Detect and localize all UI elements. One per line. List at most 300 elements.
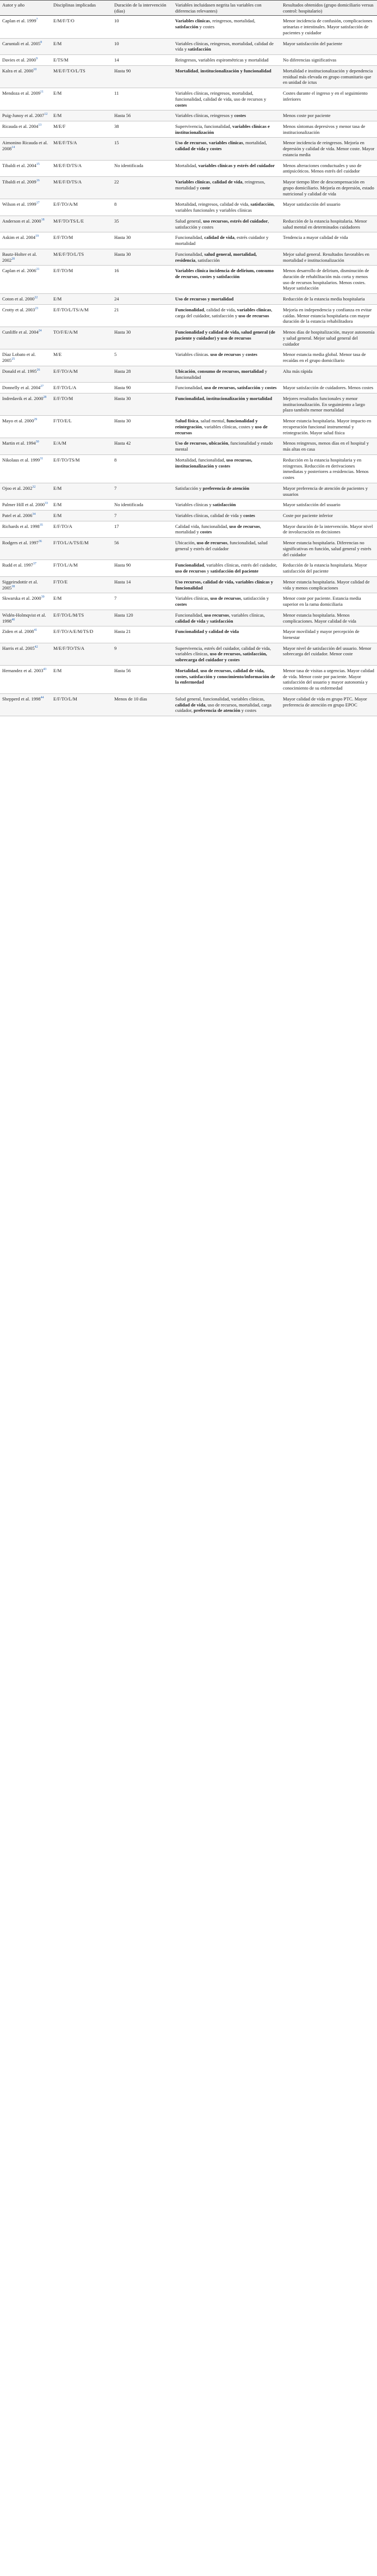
cell-duration: 8 [112,199,173,216]
author-text: Siggeirsdottir et al. 2005 [2,579,38,591]
cell-variables: Ubicación, uso de recursos, funcionalidad, salud general y estrés del cuidador [173,538,281,560]
cell-author [0,610,51,626]
cell-results: Mayor movilidad y mayor percepción de bienestar [281,626,377,643]
reference-link[interactable]: 39 [41,595,45,599]
table-row [0,593,377,610]
author-text: Wilson et al. 1999 [2,201,36,207]
cell-variables: Funcionalidad, calidad de vida, estrés cuidador y mortalidad [173,232,281,249]
cell-variables: Salud general, funcionalidad, variables clínicas, calidad de vida, uso de recursos, mortalidad, carga cuidador, preferencia de atención y costes [173,693,281,716]
cell-duration: 14 [112,55,173,66]
cell-duration: 10 [112,16,173,38]
author-text: Martin et al. 1994 [2,440,36,446]
cell-disciplines: E/M [51,500,112,511]
reference-link[interactable]: 12 [44,113,48,116]
cell-results: Reducción en la estancia hospitalaria y en reingresos. Reducción en derivaciones inmediatas y posteriores a residencias. Menos costes [281,454,377,483]
header-disciplines: Disciplinas implicadas [51,1,112,16]
cell-variables: Mortalidad, institucionalización y funcionalidad [173,65,281,88]
author-text: Tibaldi et al. 2009 [2,179,36,185]
cell-author [0,232,51,249]
cell-author [0,121,51,138]
table-row [0,665,377,693]
cell-author [0,593,51,610]
cell-variables: Supervivencia, funcionalidad, variables clínicas e institucionalización [173,121,281,138]
cell-duration: Hasta 14 [112,576,173,593]
reference-link[interactable]: 15 [36,162,40,166]
reference-link[interactable]: 26 [36,368,40,372]
reference-link[interactable]: 13 [38,124,42,127]
reference-link[interactable]: 9 [36,57,38,61]
cell-duration: 5 [112,349,173,366]
cell-duration: 7 [112,593,173,610]
author-text: Puig-Junoy et al. 2007 [2,113,45,119]
cell-variables: Variables clínicas. uso de recursos y costes [173,349,281,366]
author-text: Ziden et al. 2008 [2,629,34,635]
cell-duration: 56 [112,538,173,560]
cell-disciplines: E/M [51,511,112,521]
cell-duration: 7 [112,483,173,499]
cell-duration: Hasta 90 [112,383,173,394]
cell-variables: Funcionalidad, calidad de vida, variables clínicas, carga del cuidador, satisfacción y uso de recursos [173,304,281,327]
reference-link[interactable]: 22 [34,296,38,300]
cell-disciplines: E/M [51,593,112,610]
cell-author [0,110,51,121]
cell-author [0,383,51,394]
cell-disciplines: E/A/M [51,438,112,454]
cell-duration: Hasta 90 [112,65,173,88]
cell-disciplines: E/F/TO/L/M [51,693,112,716]
cell-duration: Hasta 30 [112,416,173,438]
cell-author [0,538,51,560]
reference-link[interactable]: 34 [32,513,36,517]
cell-results: Coste por paciente inferior [281,511,377,521]
cell-results: Mayor satisfacción de cuidadores. Menos costes [281,383,377,394]
author-text: Nikolaus et al. 1999 [2,457,40,463]
cell-results: Menor incidencia de reingresos. Mejoría en depresión y calidad de vida. Menor coste. Mayor estancia media [281,138,377,160]
cell-results: Mayor tiempo libre de descompensación en grupo domiciliario. Mejoría en depresión, estado nutricional y calidad de vida [281,177,377,199]
table-row [0,626,377,643]
cell-results: Menor estancia hospitalaria. Mayor calidad de vida y menos complicaciones [281,576,377,593]
cell-disciplines: E/F/TO/L/M/TS [51,610,112,626]
cell-disciplines: E/F/TO/L/A [51,383,112,394]
author-text: Crotty et al. 2003 [2,306,35,312]
cell-results: No diferencias significativas [281,55,377,66]
cell-variables: Variables clínicas, reingresos, mortalidad, calidad de vida y satisfacción [173,38,281,54]
cell-disciplines: E/F/TO/M [51,266,112,294]
cell-disciplines: M/E/F/D/TS/A [51,160,112,176]
cell-variables: Variables clínicas, calidad de vida y costes [173,511,281,521]
table-row [0,393,377,415]
cell-duration: Hasta 30 [112,327,173,349]
cell-duration: 10 [112,38,173,54]
table-row [0,199,377,216]
cell-disciplines: E/F/TO/M [51,393,112,415]
cell-duration: 16 [112,266,173,294]
cell-author [0,511,51,521]
cell-variables: Funcionalidad y calidad de vida [173,626,281,643]
cell-variables: Supervivencia, estrés del cuidador, calidad de vida, variables clínicas, uso de recursos, satisfacción, sobrecarga del cuidador y costes [173,643,281,665]
reference-link[interactable]: 41 [34,629,38,632]
cell-disciplines: E/F/TO/A/E/M/TS/D [51,626,112,643]
author-text: Rudd et al. 1997 [2,562,33,568]
cell-variables: Variables clínicas, reingresos, mortalidad, satisfacción y costes [173,16,281,38]
reference-link[interactable]: 33 [45,502,48,506]
table-row [0,160,377,176]
cell-results: Menor coste por paciente. Estancia media superior en la rama domiciliaria [281,593,377,610]
author-text: Caplan et al. 1999 [2,18,36,24]
cell-variables: Variables clínicas, reingresos y costes [173,110,281,121]
table-row [0,383,377,394]
cell-results: Mayor satisfacción del usuario [281,199,377,216]
table-row [0,521,377,537]
cell-variables: Variables clínica incidencia de delirium, consumo de recursos, costes y satisfacción [173,266,281,294]
author-text: Mendoza et al. 2009 [2,90,41,96]
reference-link[interactable]: 8 [40,40,42,44]
cell-results: Tendencia a mayor calidad de vida [281,232,377,249]
cell-variables: Mortalidad, reingresos, calidad de vida, satisfacción, variables funcionales y variables clínicas [173,199,281,216]
table-row [0,511,377,521]
cell-duration: Hasta 56 [112,110,173,121]
cell-disciplines: E/F/TO/TS/M [51,454,112,483]
cell-disciplines: M/E/F/TO/TS/A [51,643,112,665]
table-row [0,454,377,483]
table-row [0,438,377,454]
reference-link[interactable]: 19 [35,235,39,238]
author-text: Coton et al. 2000 [2,296,35,302]
reference-link[interactable]: 7 [36,18,38,22]
cell-disciplines: E/F/TO/L/TS/A/M [51,304,112,327]
cell-results: Reducción de la estancia hospitalaria. Menor salud mental en determinados cuidadores [281,216,377,232]
cell-duration: 7 [112,511,173,521]
cell-variables: Uso de recursos y mortalidad [173,294,281,305]
cell-variables: Funcionalidad, institucionalización y mortalidad [173,393,281,415]
cell-results: Alta más rápida [281,366,377,382]
author-text: Indredavik et al. 2000 [2,395,44,401]
cell-disciplines: M/E/F/TO/L/TS [51,249,112,265]
cell-results: Mayor calidad de vida en grupo PTC. Mayor preferencia de atención en grupo EPOC [281,693,377,716]
author-text: Aimonino Ricauda et al. 2008 [2,140,48,152]
reference-link[interactable]: 10 [33,68,37,72]
cell-results: Menor estancia media global. Menor tasa de recaídas en el grupo domiciliario [281,349,377,366]
reference-link[interactable]: 42 [34,645,38,649]
table-row [0,138,377,160]
cell-disciplines: E/M [51,88,112,110]
table-header [0,1,377,16]
table-row [0,483,377,499]
reference-link[interactable]: 40 [11,618,15,622]
cell-duration: Hasta 30 [112,249,173,265]
cell-author [0,65,51,88]
cell-disciplines: E/M/F/T/O [51,16,112,38]
author-text: Caruntali et al. 2005 [2,40,41,46]
cell-results: Menos reingresos, menos días en el hospital y más altas en casa [281,438,377,454]
cell-author [0,393,51,415]
comparison-table [0,0,377,716]
reference-link[interactable]: 14 [11,146,15,150]
reference-link[interactable]: 36 [38,540,42,544]
author-text: Donald et al. 1995 [2,368,37,374]
author-text: Patel et al. 2006 [2,513,33,518]
cell-variables: Salud física, salud mental, funcionalidad y reintegración, variables clínicas, costes y uso de recursos [173,416,281,438]
reference-link[interactable]: 28 [43,396,47,399]
cell-author [0,483,51,499]
cell-author [0,266,51,294]
table-row [0,304,377,327]
reference-link[interactable]: 31 [40,457,44,460]
cell-variables: Uso de recursos, variables clínicas, mortalidad, calidad de vida y costes [173,138,281,160]
cell-author [0,521,51,537]
cell-variables: Variables clínicas y satisfacción [173,500,281,511]
cell-author [0,643,51,665]
cell-duration: Hasta 120 [112,610,173,626]
reference-link[interactable]: 16 [36,179,40,183]
author-text: Bautz-Holter et al. 2002 [2,251,37,263]
table-row [0,249,377,265]
cell-author [0,160,51,176]
cell-author [0,500,51,511]
cell-variables: Funcionalidad y calidad de vida, salud general (de paciente y cuidador) y uso de recursos [173,327,281,349]
table-row [0,232,377,249]
cell-disciplines: E/M [51,294,112,305]
cell-disciplines: F/TO/L/A/TS/E/M [51,538,112,560]
cell-variables: Variables clínicas, uso de recursos, satisfacción y costes [173,593,281,610]
header-variables: Variables incluidasen negrita las variables con diferencias relevantes) [173,1,281,16]
cell-author [0,16,51,38]
reference-link[interactable]: 30 [35,440,39,444]
table-row [0,693,377,716]
header-duration: Duración de la intervención (días) [112,1,173,16]
cell-results: Mayor duración de la intervención. Mayor nivel de involucración en decisiones [281,521,377,537]
author-text: Davies et al. 2000 [2,57,36,63]
reference-link[interactable]: 44 [40,696,44,700]
cell-disciplines: E/M [51,38,112,54]
cell-results: Menor estancia hospitalaria. Menos complicaciones. Mayor calidad de vida [281,610,377,626]
author-text: Widén-Holmqvist et al. 1998 [2,612,46,624]
cell-duration: No identificada [112,500,173,511]
cell-results: Menor estancia hospitalaria. Diferencias no significativas en función, salud general y estrés del cuidador [281,538,377,560]
table-body [0,16,377,716]
table-row [0,16,377,38]
cell-disciplines: E/F/TO/A [51,521,112,537]
cell-author [0,626,51,643]
cell-duration: Hasta 28 [112,366,173,382]
cell-duration: 35 [112,216,173,232]
cell-variables: Ubicación, consumo de recursos, mortalidad y funcionalidad [173,366,281,382]
cell-disciplines: F/TO/E/L [51,416,112,438]
cell-variables: Mortalidad, variables clínicas y estrés del cuidador [173,160,281,176]
reference-link[interactable]: 29 [34,418,38,422]
reference-link[interactable]: 18 [41,218,45,222]
cell-author [0,55,51,66]
author-text: Askim et al. 2004 [2,235,36,241]
cell-disciplines: F/TO/L/A/M [51,560,112,576]
table-row [0,349,377,366]
author-text: Tibaldi et al. 2004 [2,162,36,168]
cell-variables: Reingresos, variables espirométricas y mortalidad [173,55,281,66]
table-row [0,266,377,294]
table-row [0,110,377,121]
author-text: Palmer Hill et al. 2000 [2,502,45,508]
reference-link[interactable]: 21 [36,268,40,272]
reference-link[interactable]: 43 [43,668,47,672]
cell-variables: Variables clínicas, reingresos, mortalidad, funcionalidad, calidad de vida, uso de recursos y costes [173,88,281,110]
cell-disciplines: M/E [51,349,112,366]
author-text: Hernandez et al. 2003 [2,667,44,673]
cell-variables: Funcionalidad, variables clínicas, estrés del cuidador, uso de recursos y satisfacción del paciente [173,560,281,576]
cell-duration: 17 [112,521,173,537]
table-row [0,216,377,232]
cell-author [0,138,51,160]
cell-duration: 38 [112,121,173,138]
cell-disciplines: M/F/TO/TS/L/E [51,216,112,232]
cell-disciplines: M/E/F/D/TS/A [51,177,112,199]
cell-results: Menos desarrollo de delirium, disminución de duración de rehabilitación más corta y menos uso de recursos hospitalarios. Menos costes. Mayor satisfacción [281,266,377,294]
header-results: Resultados obtenidos (grupo domiciliario versus control: hospitalario) [281,1,377,16]
cell-author [0,327,51,349]
cell-author [0,693,51,716]
cell-variables: Salud general, uso recursos, estrés del cuidador, satisfacción y costes [173,216,281,232]
reference-link[interactable]: 38 [11,585,15,588]
cell-variables: Funcionalidad, uso de recursos, satisfacción y costes [173,383,281,394]
cell-author [0,366,51,382]
reference-link[interactable]: 24 [38,329,42,333]
cell-results: Mayor satisfacción del usuario [281,500,377,511]
cell-results: Menos síntomas depresivos y menor tasa de institucionalización [281,121,377,138]
cell-disciplines: E/F/TO/M [51,232,112,249]
table-row [0,538,377,560]
cell-duration: Hasta 56 [112,665,173,693]
author-text: Anderson et al. 2000 [2,218,41,224]
cell-disciplines: M/E/F [51,121,112,138]
cell-results: Mayor satisfacción del paciente [281,38,377,54]
author-text: Caplan et al. 2006 [2,268,36,274]
table-row [0,88,377,110]
cell-author [0,38,51,54]
cell-duration: 11 [112,88,173,110]
reference-link[interactable]: 23 [35,307,39,311]
reference-link[interactable]: 27 [40,385,44,389]
author-text: Cunliffe et al. 2004 [2,329,39,335]
table-row [0,55,377,66]
table-row [0,327,377,349]
reference-link[interactable]: 35 [39,523,43,527]
cell-author [0,454,51,483]
cell-duration: Hasta 90 [112,560,173,576]
author-text: Ojoo et al. 2002 [2,485,33,491]
cell-variables: Uso recursos, calidad de vida, variables clínicas y funcionalidad [173,576,281,593]
cell-disciplines: M/E/F/T/O/L/TS [51,65,112,88]
author-text: Skwarska et al. 2000 [2,595,41,601]
cell-duration: Hasta 30 [112,232,173,249]
table-row [0,366,377,382]
cell-disciplines: M/E/F/TS/A [51,138,112,160]
cell-results: Menos días de hospitalización, mayor autonomía y salud general. Mejor salud general del cuidador [281,327,377,349]
reference-link[interactable]: 25 [11,358,15,361]
cell-results: Mayor preferencia de atención de pacientes y usuarios [281,483,377,499]
author-text: Richards et al. 1998 [2,523,40,529]
reference-link[interactable]: 32 [32,485,36,489]
reference-link[interactable]: 37 [33,562,36,566]
cell-disciplines: E/F/TO/A/M [51,366,112,382]
author-text: Kalra et al. 2000 [2,67,34,73]
cell-variables: Mortalidad, funcionalidad, uso recursos, institucionalización y costes [173,454,281,483]
author-text: Harris et al. 2005 [2,645,35,651]
cell-results: Menor incidencia de confusión, complicaciones urinarias e intestinales. Mayor satisfacción de pacientes y cuidador [281,16,377,38]
table-row [0,294,377,305]
cell-results: Mejor salud general. Resultados favorables en mortalidad e institucionalización [281,249,377,265]
cell-duration: 22 [112,177,173,199]
cell-duration: 8 [112,454,173,483]
cell-results: Costes durante el ingreso y en el seguimiento inferiores [281,88,377,110]
cell-disciplines: E/M [51,665,112,693]
cell-author [0,304,51,327]
author-text: Mayo et al. 2000 [2,418,34,424]
cell-author [0,294,51,305]
table-row [0,560,377,576]
cell-duration: 9 [112,643,173,665]
cell-duration: Hasta 42 [112,438,173,454]
cell-results: Mortalidad e institucionalización y dependencia residual más elevada en grupo comunitario que en unidad de ictus [281,65,377,88]
cell-variables: Uso de recursos, ubicación, funcionalidad y estado mental [173,438,281,454]
cell-duration: No identificada [112,160,173,176]
cell-disciplines: E/M [51,483,112,499]
cell-author [0,560,51,576]
cell-variables: Mortalidad, uso de recursos, calidad de vida, costes, satisfacción y conocimiento/información de la enfermedad [173,665,281,693]
cell-author [0,665,51,693]
cell-results: Mayor nivel de satisfacción del usuario. Menor sobrecarga del cuidador. Menor coste [281,643,377,665]
author-text: Rodgers et al. 1997 [2,540,39,546]
table-row [0,643,377,665]
reference-link[interactable]: 17 [36,201,40,205]
table-row [0,610,377,626]
cell-duration: 15 [112,138,173,160]
cell-variables: Satisfacción y preferencia de atención [173,483,281,499]
header-author: Autor y año [0,1,51,16]
cell-variables: Funcionalidad, uso recursos, variables clínicas, calidad de vida y satisfacción [173,610,281,626]
reference-link[interactable]: 20 [11,257,15,261]
cell-author [0,349,51,366]
cell-results: Menos coste por paciente [281,110,377,121]
cell-results: Reducción de la estancia media hospitalaria [281,294,377,305]
cell-disciplines: E/TS/M [51,55,112,66]
cell-disciplines: E/M [51,110,112,121]
table-row [0,65,377,88]
table-row [0,576,377,593]
cell-results: Reducción de la estancia hospitalaria. Mayor satisfacción del paciente [281,560,377,576]
cell-results: Mejores resultados funcionales y menor institucionalización. En seguimiento a largo plazo también menor mortalidad [281,393,377,415]
cell-disciplines: F/TO/E [51,576,112,593]
table-row [0,416,377,438]
cell-variables: Calidad vida, funcionalidad, uso de recursos, mortalidad y costes [173,521,281,537]
cell-duration: Hasta 21 [112,626,173,643]
cell-duration: Menos de 10 días [112,693,173,716]
cell-author [0,216,51,232]
cell-author [0,88,51,110]
author-text: Ricauda et al. 2004 [2,124,39,130]
cell-results: Menor estancia hospitalaria. Mayor impacto en recuperación funcional instrumental y reintegración. Mayor salud física [281,416,377,438]
cell-duration: 21 [112,304,173,327]
table-row [0,38,377,54]
table-row [0,500,377,511]
cell-author [0,576,51,593]
cell-results: Mejoría en independencia y confianza en evitar caídas. Menor estancia hospitalaria con mayor duración de la estancia rehabilitadora [281,304,377,327]
author-text: Donnelly et al. 2004 [2,385,41,391]
cell-duration: 24 [112,294,173,305]
table-row [0,177,377,199]
cell-variables: Variables clínicas, calidad de vida, reingresos, mortalidad y coste [173,177,281,199]
cell-results: Menor tasa de visitas a urgencias. Mayor calidad de vida. Menor coste por paciente. Mayor satisfacción del usuario y mayor autonomía y conocimiento de su enfermedad [281,665,377,693]
reference-link[interactable]: 11 [40,90,44,94]
cell-variables: Funcionalidad, salud general, mortalidad, residencia, satisfacción [173,249,281,265]
